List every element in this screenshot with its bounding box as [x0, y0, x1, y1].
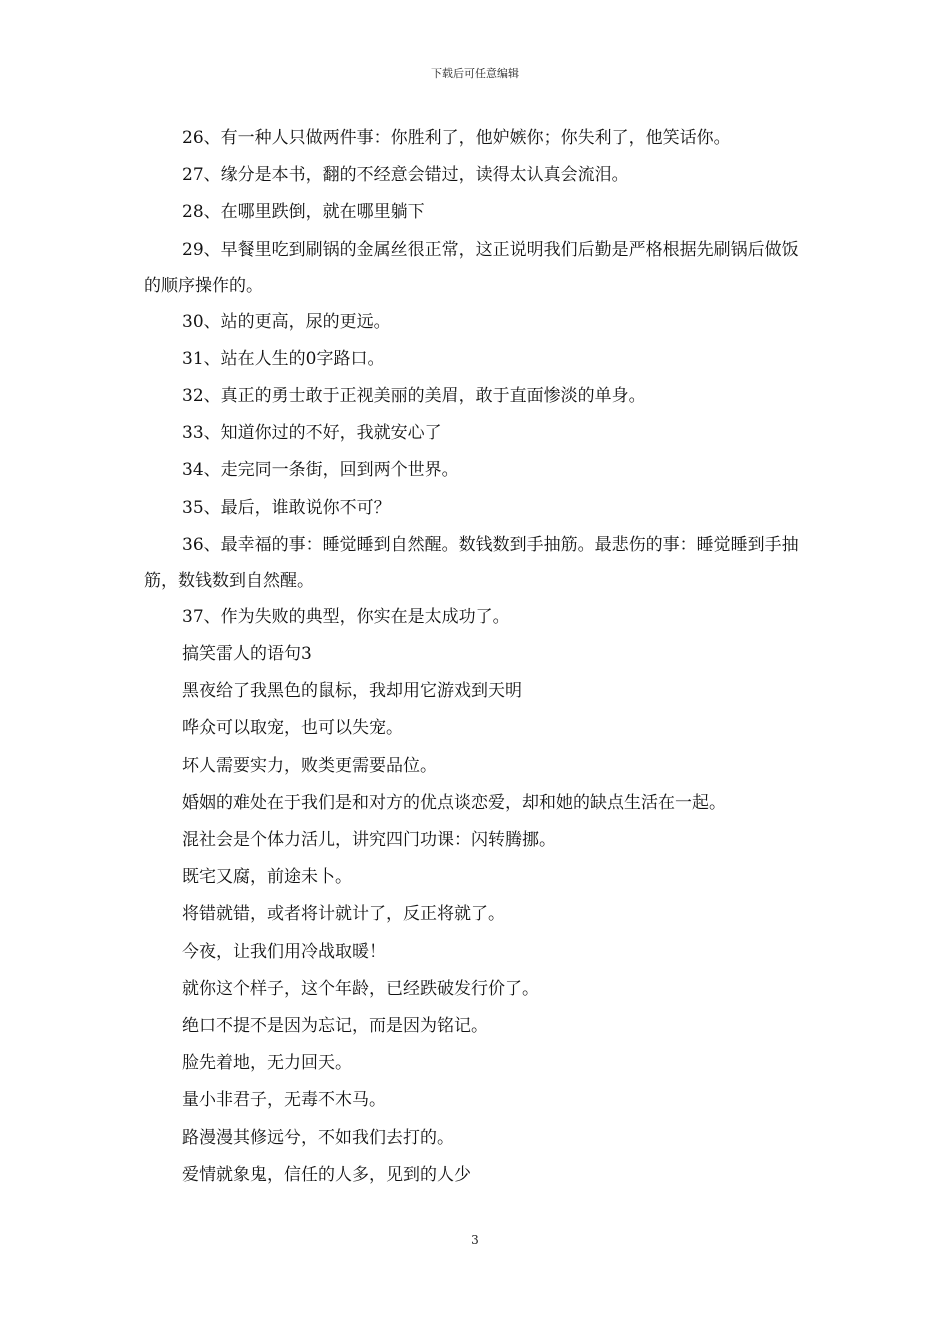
saying-line: 混社会是个体力活儿，讲究四门功课：闪转腾挪。 [182, 830, 556, 851]
saying-line: 脸先着地，无力回天。 [182, 1053, 352, 1074]
paragraph-34: 34、走完同一条街，回到两个世界。 [182, 460, 459, 481]
saying-line: 路漫漫其修远兮，不如我们去打的。 [182, 1127, 454, 1148]
saying-line: 爱情就象鬼，信任的人多，见到的人少 [182, 1164, 471, 1185]
paragraph-31: 31、站在人生的0字路口。 [182, 348, 385, 369]
saying-line: 婚姻的难处在于我们是和对方的优点谈恋爱，却和她的缺点生活在一起。 [182, 792, 726, 813]
document-body [144, 120, 812, 1194]
paragraph-32: 32、真正的勇士敢于正视美丽的美眉，敢于直面惨淡的单身。 [182, 386, 646, 407]
saying-line: 哗众可以取宠，也可以失宠。 [182, 718, 403, 739]
paragraph-36: 36、最幸福的事：睡觉睡到自然醒。数钱数到手抽筋。最悲伤的事：睡觉睡到手抽筋，数钱数到自然醒。 [144, 534, 799, 591]
paragraph-30: 30、站的更高，尿的更远。 [182, 311, 391, 332]
saying-line: 坏人需要实力，败类更需要品位。 [182, 755, 437, 776]
page-number: 3 [471, 1233, 479, 1247]
saying-line: 量小非君子，无毒不木马。 [182, 1090, 386, 1111]
paragraph-27: 27、缘分是本书，翻的不经意会错过，读得太认真会流泪。 [182, 165, 629, 186]
paragraph-35: 35、最后，谁敢说你不可？ [182, 497, 391, 518]
section-heading: 搞笑雷人的语句3 [182, 644, 312, 665]
paragraph-37: 37、作为失败的典型，你实在是太成功了。 [182, 606, 510, 627]
paragraph-29: 29、早餐里吃到刷锅的金属丝很正常，这正说明我们后勤是严格根据先刷锅后做饭的顺序操作的。 [144, 239, 799, 296]
saying-line: 黑夜给了我黑色的鼠标，我却用它游戏到天明 [182, 681, 522, 702]
saying-line: 既宅又腐，前途未卜。 [182, 867, 352, 888]
paragraph-33: 33、知道你过的不好，我就安心了 [182, 423, 442, 444]
saying-line: 就你这个样子，这个年龄，已经跌破发行价了。 [182, 978, 539, 999]
page-header: 下载后可任意编辑 [431, 67, 519, 80]
saying-line: 绝口不提不是因为忘记，而是因为铭记。 [182, 1016, 488, 1037]
saying-line: 今夜，让我们用冷战取暖！ [182, 941, 386, 962]
saying-line: 将错就错，或者将计就计了，反正将就了。 [182, 904, 505, 925]
paragraph-28: 28、在哪里跌倒，就在哪里躺下 [182, 202, 425, 223]
paragraph-26: 26、有一种人只做两件事：你胜利了，他妒嫉你；你失利了，他笑话你。 [182, 128, 731, 148]
